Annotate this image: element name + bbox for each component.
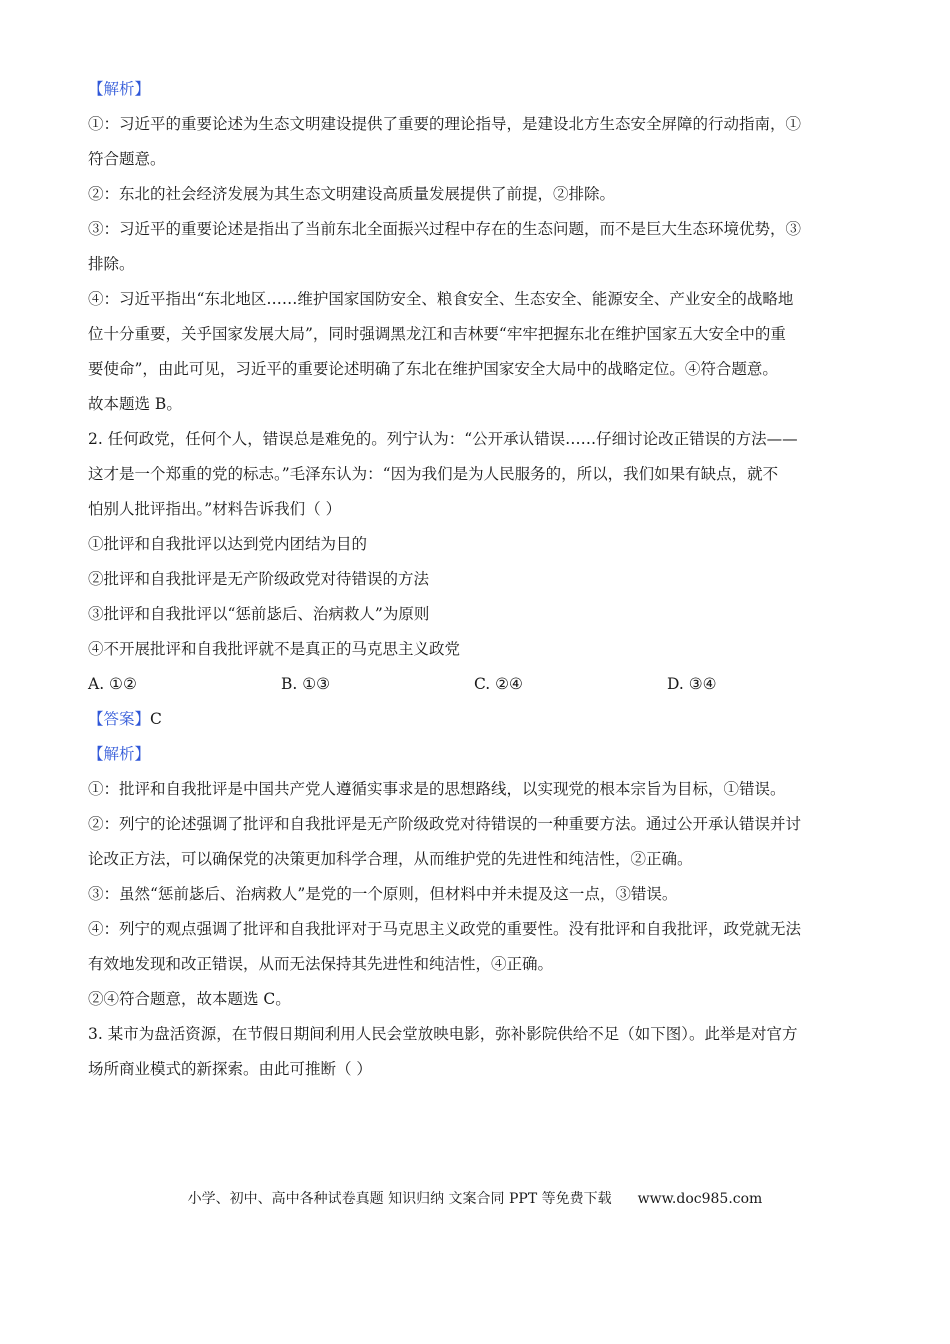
q2-option-c: C. ②④ [474,675,523,693]
q1-analysis-line: ②：东北的社会经济发展为其生态文明建设高质量发展提供了前提，②排除。 [88,185,616,203]
footer-text: 小学、初中、高中各种试卷真题 知识归纳 文案合同 PPT 等免费下载 [187,1191,612,1207]
q2-statement: ③批评和自我批评以“惩前毖后、治病救人”为原则 [88,605,430,623]
q2-stem-line: 2. 任何政党，任何个人，错误总是难免的。列宁认为：“公开承认错误……仔细讨论改正错误的方法—— [88,430,798,448]
q1-analysis-line: ①：习近平的重要论述为生态文明建设提供了重要的理论指导，是建设北方生态安全屏障的行动指南，① [88,115,802,133]
q2-conclusion: ②④符合题意，故本题选 C。 [88,990,291,1008]
q2-analysis-line: ②：列宁的论述强调了批评和自我批评是无产阶级政党对待错误的一种重要方法。通过公开承认错误并讨 [88,815,802,833]
q1-analysis-line: ③：习近平的重要论述是指出了当前东北全面振兴过程中存在的生态问题，而不是巨大生态环境优势，③ [88,220,802,238]
q2-statement: ②批评和自我批评是无产阶级政党对待错误的方法 [88,570,430,588]
q2-analysis-line: 有效地发现和改正错误，从而无法保持其先进性和纯洁性，④正确。 [88,955,554,973]
q2-answer [88,702,860,737]
q2-option-b: B. ①③ [281,675,331,693]
q2-statement: ①批评和自我批评以达到党内团结为目的 [88,535,368,553]
q2-statement: ④不开展批评和自我批评就不是真正的马克思主义政党 [88,640,461,658]
q1-analysis-tag: 【解析】 [88,80,151,98]
q2-option-a: A. ①② [88,675,137,693]
q1-analysis-line: ④：习近平指出“东北地区……维护国家国防安全、粮食安全、生态安全、能源安全、产业安全的战略地 [88,290,794,308]
q1-analysis-line: 符合题意。 [88,150,166,168]
page-footer [0,1188,950,1208]
q2-analysis-line: ①：批评和自我批评是中国共产党人遵循实事求是的思想路线，以实现党的根本宗旨为目标，①错误。 [88,780,786,798]
q2-analysis-line: ③：虽然“惩前毖后、治病救人”是党的一个原则，但材料中并未提及这一点，③错误。 [88,885,678,903]
q1-analysis-line: 要使命”，由此可见，习近平的重要论述明确了东北在维护国家安全大局中的战略定位。④符合题意。 [88,360,778,378]
q2-options [88,667,860,702]
q3-stem-line: 3. 某市为盘活资源，在节假日期间利用人民会堂放映电影，弥补影院供给不足（如下图）。此举是对官方 [88,1025,798,1043]
document-page [88,72,860,1087]
q2-stem-line: 怕别人批评指出。”材料告诉我们（ ） [88,500,342,518]
q1-analysis-line: 排除。 [88,255,135,273]
q1-analysis-line: 位十分重要，关乎国家发展大局”，同时强调黑龙江和吉林要“牢牢把握东北在维护国家五大安全中的重 [88,325,786,343]
q2-analysis-line: ④：列宁的观点强调了批评和自我批评对于马克思主义政党的重要性。没有批评和自我批评，政党就无法 [88,920,802,938]
q1-conclusion: 故本题选 B。 [88,395,182,413]
footer-site-link[interactable]: www.doc985.com [637,1191,763,1207]
q2-analysis-line: 论改正方法，可以确保党的决策更加科学合理，从而维护党的先进性和纯洁性，②正确。 [88,850,693,868]
q3-stem-line: 场所商业模式的新探索。由此可推断（ ） [88,1060,372,1078]
q2-answer-tag: 【答案】 [88,710,151,728]
q2-stem-line: 这才是一个郑重的党的标志。”毛泽东认为：“因为我们是为人民服务的，所以，我们如果有缺点，就不 [88,465,779,483]
q2-answer-value: C [150,710,162,728]
q2-option-d: D. ③④ [667,675,717,693]
q2-analysis-tag: 【解析】 [88,745,151,763]
